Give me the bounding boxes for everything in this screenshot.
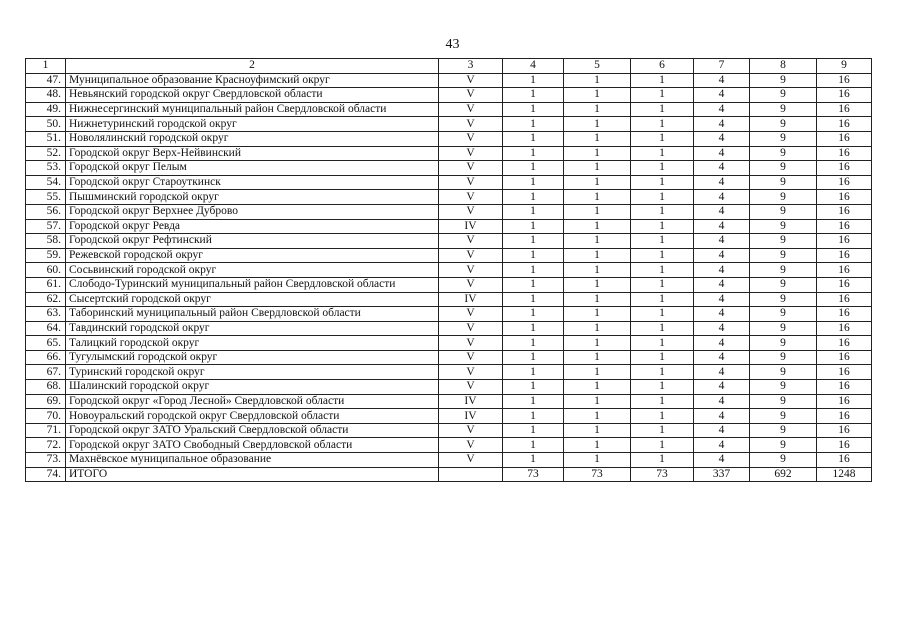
category-cell: V [439, 380, 503, 395]
municipality-name: Тугулымский городской округ [66, 350, 439, 365]
municipality-name: Невьянский городской округ Свердловской области [66, 88, 439, 103]
column-header: 6 [631, 59, 694, 74]
value-cell: 16 [817, 88, 872, 103]
table-row [26, 453, 872, 468]
value-cell: 1 [564, 248, 631, 263]
category-cell: IV [439, 219, 503, 234]
table-row [26, 292, 872, 307]
value-cell: 4 [694, 307, 750, 322]
value-cell: 16 [817, 453, 872, 468]
table-row [26, 161, 872, 176]
value-cell: 1248 [817, 467, 872, 482]
table-row [26, 131, 872, 146]
value-cell: 1 [564, 292, 631, 307]
value-cell: 1 [631, 73, 694, 88]
value-cell: 4 [694, 204, 750, 219]
value-cell: 4 [694, 161, 750, 176]
table-row [26, 234, 872, 249]
row-number: 54. [26, 175, 66, 190]
value-cell: 9 [750, 161, 817, 176]
value-cell: 9 [750, 263, 817, 278]
row-number: 49. [26, 102, 66, 117]
value-cell: 1 [631, 248, 694, 263]
value-cell: 1 [631, 175, 694, 190]
category-cell: V [439, 365, 503, 380]
municipality-name: Городской округ Верх-Нейвинский [66, 146, 439, 161]
value-cell: 4 [694, 423, 750, 438]
category-cell: V [439, 277, 503, 292]
value-cell: 4 [694, 117, 750, 132]
row-number: 52. [26, 146, 66, 161]
value-cell: 16 [817, 161, 872, 176]
value-cell: 1 [631, 336, 694, 351]
value-cell: 1 [631, 263, 694, 278]
value-cell: 1 [564, 117, 631, 132]
row-number: 58. [26, 234, 66, 249]
value-cell: 337 [694, 467, 750, 482]
value-cell: 9 [750, 321, 817, 336]
table-row [26, 409, 872, 424]
column-number-row [26, 59, 872, 74]
column-header: 3 [439, 59, 503, 74]
value-cell: 1 [564, 190, 631, 205]
row-number: 63. [26, 307, 66, 322]
value-cell: 1 [631, 146, 694, 161]
municipality-name: Сосьвинский городской округ [66, 263, 439, 278]
municipality-name: Режевской городской округ [66, 248, 439, 263]
value-cell: 16 [817, 336, 872, 351]
value-cell: 1 [503, 350, 564, 365]
value-cell: 1 [503, 394, 564, 409]
value-cell: 1 [631, 380, 694, 395]
row-number: 70. [26, 409, 66, 424]
value-cell: 9 [750, 277, 817, 292]
column-header: 4 [503, 59, 564, 74]
municipality-name: Нижнетуринский городской округ [66, 117, 439, 132]
category-cell: V [439, 131, 503, 146]
category-cell: V [439, 204, 503, 219]
column-header: 5 [564, 59, 631, 74]
value-cell: 1 [503, 277, 564, 292]
category-cell: V [439, 102, 503, 117]
category-cell: IV [439, 394, 503, 409]
value-cell: 9 [750, 438, 817, 453]
value-cell: 1 [503, 336, 564, 351]
row-number: 60. [26, 263, 66, 278]
value-cell: 1 [503, 453, 564, 468]
row-number: 69. [26, 394, 66, 409]
category-cell: V [439, 88, 503, 103]
table-row [26, 423, 872, 438]
value-cell: 1 [564, 277, 631, 292]
value-cell: 4 [694, 365, 750, 380]
municipality-name: Талицкий городской округ [66, 336, 439, 351]
row-number: 72. [26, 438, 66, 453]
table-row [26, 394, 872, 409]
value-cell: 4 [694, 131, 750, 146]
value-cell: 9 [750, 409, 817, 424]
value-cell: 16 [817, 204, 872, 219]
value-cell: 4 [694, 292, 750, 307]
value-cell: 16 [817, 307, 872, 322]
municipality-name: Пышминский городской округ [66, 190, 439, 205]
value-cell: 1 [564, 307, 631, 322]
value-cell: 9 [750, 336, 817, 351]
value-cell: 9 [750, 219, 817, 234]
value-cell: 16 [817, 365, 872, 380]
value-cell: 4 [694, 350, 750, 365]
row-number: 59. [26, 248, 66, 263]
value-cell: 1 [631, 190, 694, 205]
municipality-name: Городской округ Староуткинск [66, 175, 439, 190]
value-cell: 1 [503, 204, 564, 219]
value-cell: 9 [750, 117, 817, 132]
value-cell: 4 [694, 190, 750, 205]
value-cell: 1 [631, 88, 694, 103]
row-number: 66. [26, 350, 66, 365]
table-row [26, 350, 872, 365]
category-cell: V [439, 336, 503, 351]
value-cell: 16 [817, 423, 872, 438]
value-cell: 9 [750, 307, 817, 322]
category-cell: IV [439, 409, 503, 424]
column-header: 7 [694, 59, 750, 74]
value-cell: 1 [631, 102, 694, 117]
value-cell: 4 [694, 453, 750, 468]
value-cell: 1 [503, 88, 564, 103]
value-cell: 1 [631, 131, 694, 146]
row-number: 56. [26, 204, 66, 219]
value-cell: 4 [694, 146, 750, 161]
value-cell: 1 [564, 380, 631, 395]
value-cell: 1 [631, 234, 694, 249]
municipality-name: Нижнесергинский муниципальный район Свердловской области [66, 102, 439, 117]
column-header: 8 [750, 59, 817, 74]
value-cell: 1 [503, 219, 564, 234]
value-cell: 1 [631, 117, 694, 132]
table-row [26, 219, 872, 234]
value-cell: 16 [817, 350, 872, 365]
table-row [26, 190, 872, 205]
column-header: 2 [66, 59, 439, 74]
data-table [25, 58, 872, 482]
category-cell: V [439, 307, 503, 322]
category-cell: V [439, 263, 503, 278]
value-cell: 16 [817, 248, 872, 263]
value-cell: 4 [694, 394, 750, 409]
value-cell: 16 [817, 394, 872, 409]
category-cell: V [439, 234, 503, 249]
row-number: 47. [26, 73, 66, 88]
value-cell: 4 [694, 321, 750, 336]
table-row [26, 380, 872, 395]
value-cell: 1 [503, 117, 564, 132]
category-cell: V [439, 117, 503, 132]
value-cell: 1 [564, 161, 631, 176]
table-row [26, 73, 872, 88]
value-cell: 1 [503, 365, 564, 380]
value-cell: 1 [503, 131, 564, 146]
value-cell: 4 [694, 336, 750, 351]
category-cell: V [439, 146, 503, 161]
value-cell: 16 [817, 146, 872, 161]
municipality-name: Тавдинский городской округ [66, 321, 439, 336]
value-cell: 9 [750, 146, 817, 161]
value-cell: 1 [564, 336, 631, 351]
category-cell: V [439, 73, 503, 88]
value-cell: 1 [631, 307, 694, 322]
row-number: 74. [26, 467, 66, 482]
value-cell: 4 [694, 219, 750, 234]
municipality-name: Городской округ «Город Лесной» Свердловской области [66, 394, 439, 409]
row-number: 64. [26, 321, 66, 336]
table-row [26, 88, 872, 103]
row-number: 67. [26, 365, 66, 380]
value-cell: 4 [694, 175, 750, 190]
table-row [26, 117, 872, 132]
table-row [26, 204, 872, 219]
value-cell: 1 [564, 146, 631, 161]
municipality-name: Слободо-Туринский муниципальный район Свердловской области [66, 277, 439, 292]
value-cell: 1 [503, 409, 564, 424]
value-cell: 9 [750, 394, 817, 409]
table-row [26, 307, 872, 322]
value-cell: 16 [817, 175, 872, 190]
value-cell: 9 [750, 380, 817, 395]
category-cell: V [439, 423, 503, 438]
municipality-name: Новолялинский городской округ [66, 131, 439, 146]
value-cell: 1 [503, 380, 564, 395]
row-number: 68. [26, 380, 66, 395]
value-cell: 1 [503, 248, 564, 263]
value-cell: 1 [564, 409, 631, 424]
value-cell: 1 [503, 321, 564, 336]
page-number: 43 [445, 37, 460, 52]
value-cell: 1 [564, 88, 631, 103]
value-cell: 1 [503, 423, 564, 438]
value-cell: 4 [694, 248, 750, 263]
value-cell: 73 [631, 467, 694, 482]
value-cell: 16 [817, 321, 872, 336]
municipality-name: Шалинский городской округ [66, 380, 439, 395]
municipality-name: Туринский городской округ [66, 365, 439, 380]
value-cell: 16 [817, 190, 872, 205]
value-cell: 73 [564, 467, 631, 482]
value-cell: 16 [817, 234, 872, 249]
value-cell: 1 [503, 292, 564, 307]
value-cell: 9 [750, 88, 817, 103]
table-row [26, 321, 872, 336]
value-cell: 1 [503, 161, 564, 176]
category-cell: V [439, 453, 503, 468]
category-cell: V [439, 175, 503, 190]
value-cell: 1 [564, 263, 631, 278]
municipality-name: Городской округ Верхнее Дуброво [66, 204, 439, 219]
value-cell: 9 [750, 350, 817, 365]
value-cell: 9 [750, 423, 817, 438]
value-cell: 1 [631, 350, 694, 365]
value-cell: 16 [817, 380, 872, 395]
value-cell: 4 [694, 73, 750, 88]
value-cell: 9 [750, 292, 817, 307]
table-row [26, 263, 872, 278]
row-number: 50. [26, 117, 66, 132]
value-cell: 73 [503, 467, 564, 482]
value-cell: 1 [631, 321, 694, 336]
value-cell: 1 [564, 219, 631, 234]
municipality-name: ИТОГО [66, 467, 439, 482]
value-cell: 16 [817, 73, 872, 88]
table-row [26, 467, 872, 482]
value-cell: 4 [694, 88, 750, 103]
value-cell: 16 [817, 131, 872, 146]
table-row [26, 438, 872, 453]
table-row [26, 248, 872, 263]
value-cell: 9 [750, 190, 817, 205]
value-cell: 1 [503, 146, 564, 161]
value-cell: 1 [564, 321, 631, 336]
value-cell: 1 [631, 161, 694, 176]
municipality-name: Городской округ ЗАТО Уральский Свердловской области [66, 423, 439, 438]
value-cell: 1 [631, 365, 694, 380]
value-cell: 9 [750, 453, 817, 468]
value-cell: 1 [503, 307, 564, 322]
value-cell: 1 [564, 175, 631, 190]
value-cell: 9 [750, 365, 817, 380]
value-cell: 1 [503, 102, 564, 117]
value-cell: 1 [564, 365, 631, 380]
value-cell: 1 [503, 234, 564, 249]
value-cell: 1 [564, 423, 631, 438]
value-cell: 16 [817, 263, 872, 278]
value-cell: 9 [750, 131, 817, 146]
value-cell: 16 [817, 292, 872, 307]
value-cell: 16 [817, 117, 872, 132]
value-cell: 1 [564, 438, 631, 453]
value-cell: 1 [503, 263, 564, 278]
value-cell: 1 [503, 73, 564, 88]
value-cell: 1 [631, 394, 694, 409]
table-row [26, 102, 872, 117]
value-cell: 1 [631, 453, 694, 468]
row-number: 53. [26, 161, 66, 176]
value-cell: 1 [631, 204, 694, 219]
row-number: 61. [26, 277, 66, 292]
value-cell: 4 [694, 234, 750, 249]
value-cell: 16 [817, 102, 872, 117]
value-cell: 1 [503, 190, 564, 205]
municipality-name: Муниципальное образование Красноуфимский округ [66, 73, 439, 88]
value-cell: 1 [564, 131, 631, 146]
value-cell: 1 [631, 292, 694, 307]
value-cell: 4 [694, 263, 750, 278]
municipality-name: Городской округ Рефтинский [66, 234, 439, 249]
category-cell: V [439, 438, 503, 453]
row-number: 55. [26, 190, 66, 205]
value-cell: 9 [750, 175, 817, 190]
value-cell: 9 [750, 102, 817, 117]
value-cell: 4 [694, 102, 750, 117]
municipality-name: Таборинский муниципальный район Свердловской области [66, 307, 439, 322]
table-row [26, 365, 872, 380]
municipality-name: Городской округ Пелым [66, 161, 439, 176]
value-cell: 9 [750, 204, 817, 219]
value-cell: 9 [750, 73, 817, 88]
column-header: 1 [26, 59, 66, 74]
category-cell: V [439, 321, 503, 336]
value-cell: 4 [694, 409, 750, 424]
value-cell: 1 [564, 394, 631, 409]
value-cell: 1 [564, 102, 631, 117]
row-number: 65. [26, 336, 66, 351]
category-cell: V [439, 350, 503, 365]
table-row [26, 336, 872, 351]
municipality-name: Новоуральский городской округ Свердловской области [66, 409, 439, 424]
value-cell: 16 [817, 409, 872, 424]
value-cell: 1 [631, 438, 694, 453]
category-cell: IV [439, 292, 503, 307]
row-number: 51. [26, 131, 66, 146]
value-cell: 1 [564, 350, 631, 365]
row-number: 57. [26, 219, 66, 234]
value-cell: 4 [694, 380, 750, 395]
municipality-name: Сысертский городской округ [66, 292, 439, 307]
value-cell: 1 [564, 453, 631, 468]
value-cell: 1 [631, 277, 694, 292]
column-header: 9 [817, 59, 872, 74]
municipality-name: Городской округ Ревда [66, 219, 439, 234]
value-cell: 1 [631, 423, 694, 438]
municipality-name: Махнёвское муниципальное образование [66, 453, 439, 468]
category-cell: V [439, 190, 503, 205]
value-cell: 1 [564, 234, 631, 249]
value-cell: 16 [817, 277, 872, 292]
value-cell: 16 [817, 438, 872, 453]
value-cell: 1 [564, 204, 631, 219]
value-cell: 16 [817, 219, 872, 234]
value-cell: 1 [564, 73, 631, 88]
value-cell: 9 [750, 248, 817, 263]
row-number: 62. [26, 292, 66, 307]
value-cell: 1 [631, 409, 694, 424]
category-cell [439, 467, 503, 482]
row-number: 71. [26, 423, 66, 438]
row-number: 48. [26, 88, 66, 103]
row-number: 73. [26, 453, 66, 468]
value-cell: 1 [503, 175, 564, 190]
value-cell: 9 [750, 234, 817, 249]
value-cell: 1 [631, 219, 694, 234]
municipality-name: Городской округ ЗАТО Свободный Свердловской области [66, 438, 439, 453]
category-cell: V [439, 161, 503, 176]
table-row [26, 277, 872, 292]
category-cell: V [439, 248, 503, 263]
table-row [26, 175, 872, 190]
value-cell: 1 [503, 438, 564, 453]
value-cell: 4 [694, 438, 750, 453]
value-cell: 692 [750, 467, 817, 482]
table-row [26, 146, 872, 161]
value-cell: 4 [694, 277, 750, 292]
